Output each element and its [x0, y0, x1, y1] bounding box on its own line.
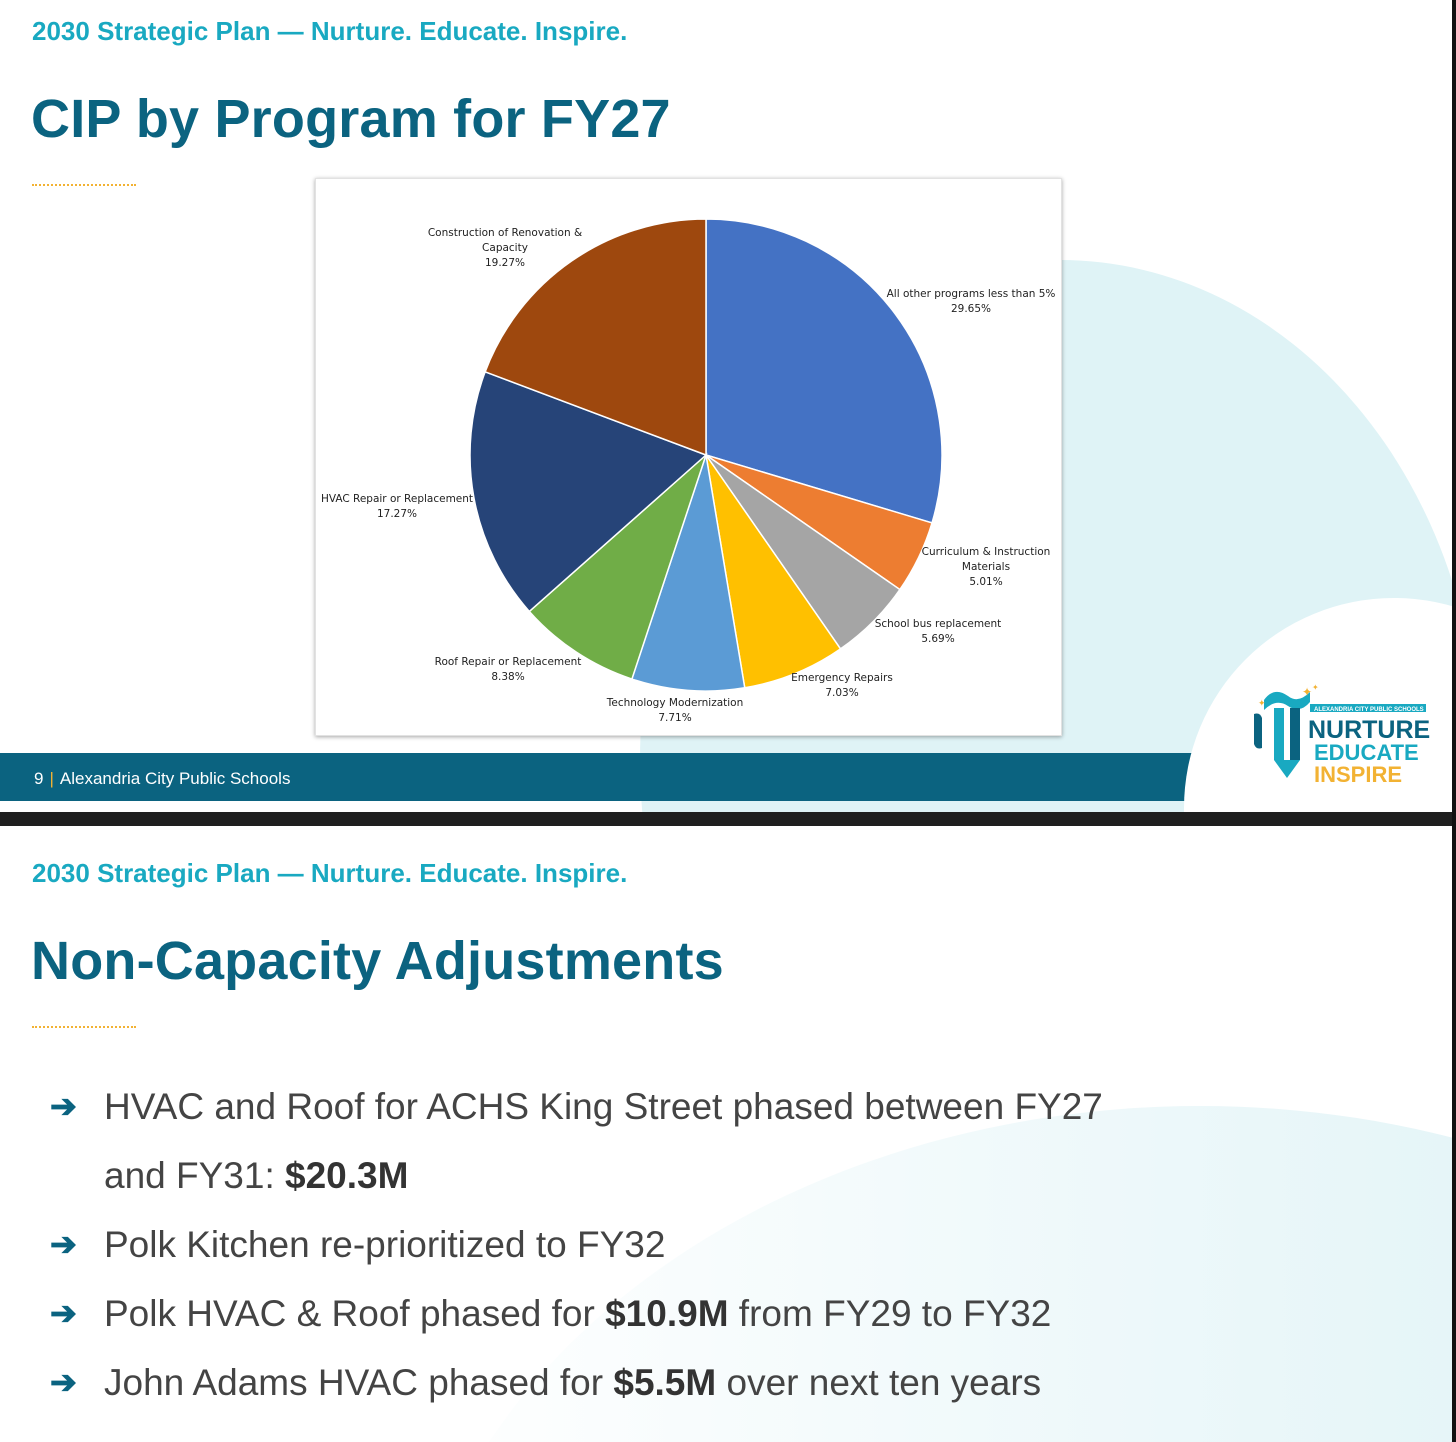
slice-label: Emergency Repairs 7.03%	[791, 672, 893, 699]
logo-small-text: ALEXANDRIA CITY PUBLIC SCHOOLS	[1314, 707, 1424, 713]
adjustments-list	[50, 1072, 1350, 1417]
list-item	[50, 1279, 1350, 1348]
logo-inspire: INSPIRE	[1314, 762, 1403, 787]
slice-label: All other programs less than 5% 29.65%	[886, 288, 1056, 315]
bullet-text-cont: and FY31:	[104, 1155, 286, 1196]
slice-label: Roof Repair or Replacement 8.38%	[434, 656, 582, 683]
slide-title: CIP by Program for FY27	[31, 89, 671, 149]
list-item	[50, 1072, 1350, 1210]
slice-label: Technology Modernization 7.71%	[606, 697, 744, 724]
list-item	[50, 1348, 1350, 1417]
right-edge	[1452, 0, 1456, 812]
bullet-amount: $20.3M	[285, 1155, 409, 1196]
svg-text:✦: ✦	[1258, 699, 1266, 709]
slide-title-2: Non-Capacity Adjustments	[31, 931, 724, 991]
strategic-plan-kicker: 2030 Strategic Plan — Nurture. Educate. Inspire.	[32, 16, 628, 46]
arrow-icon: ➔	[50, 1295, 77, 1331]
bullet-text: Polk Kitchen re-prioritized to FY32	[104, 1224, 666, 1265]
list-item	[50, 1210, 1350, 1279]
dotted-rule-2	[32, 1026, 136, 1030]
pie-chart	[315, 178, 1062, 736]
pie-chart-svg	[316, 179, 1061, 735]
bullet-amount: $5.5M	[613, 1362, 717, 1403]
strategic-plan-kicker-2: 2030 Strategic Plan — Nurture. Educate. Inspire.	[32, 858, 628, 888]
bullet-text: HVAC and Roof for ACHS King Street phased between FY27	[104, 1086, 1103, 1127]
bullet-amount: $10.9M	[605, 1293, 729, 1334]
slice-label: Curriculum & Instruction Materials 5.01%	[921, 546, 1051, 588]
footer-org: Alexandria City Public Schools	[59, 769, 291, 788]
footer	[34, 769, 290, 789]
bullet-text-post: over next ten years	[716, 1362, 1042, 1403]
bullet-text: Polk HVAC & Roof phased for	[104, 1293, 606, 1334]
slice-label: HVAC Repair or Replacement 17.27%	[320, 493, 474, 520]
slice-label: School bus replacement 5.69%	[874, 618, 1002, 645]
svg-text:✦: ✦	[1302, 685, 1313, 699]
logo-nurture: NURTURE	[1308, 716, 1430, 744]
slice-label: Construction of Renovation & Capacity 19.27%	[427, 227, 583, 269]
right-edge	[1452, 826, 1456, 1442]
footer-separator: |	[49, 769, 54, 788]
page-number: 9	[34, 769, 44, 788]
arrow-icon: ➔	[50, 1364, 77, 1400]
nurture-educate-inspire-logo	[1250, 682, 1430, 790]
logo-educate: EDUCATE	[1314, 740, 1419, 765]
dotted-rule	[32, 184, 136, 188]
arrow-icon: ➔	[50, 1088, 77, 1124]
bullet-text-post: from FY29 to FY32	[728, 1293, 1052, 1334]
slide-divider	[0, 812, 1456, 826]
svg-text:✦: ✦	[1312, 683, 1319, 692]
bullet-text: John Adams HVAC phased for	[104, 1362, 614, 1403]
arrow-icon: ➔	[50, 1226, 77, 1262]
